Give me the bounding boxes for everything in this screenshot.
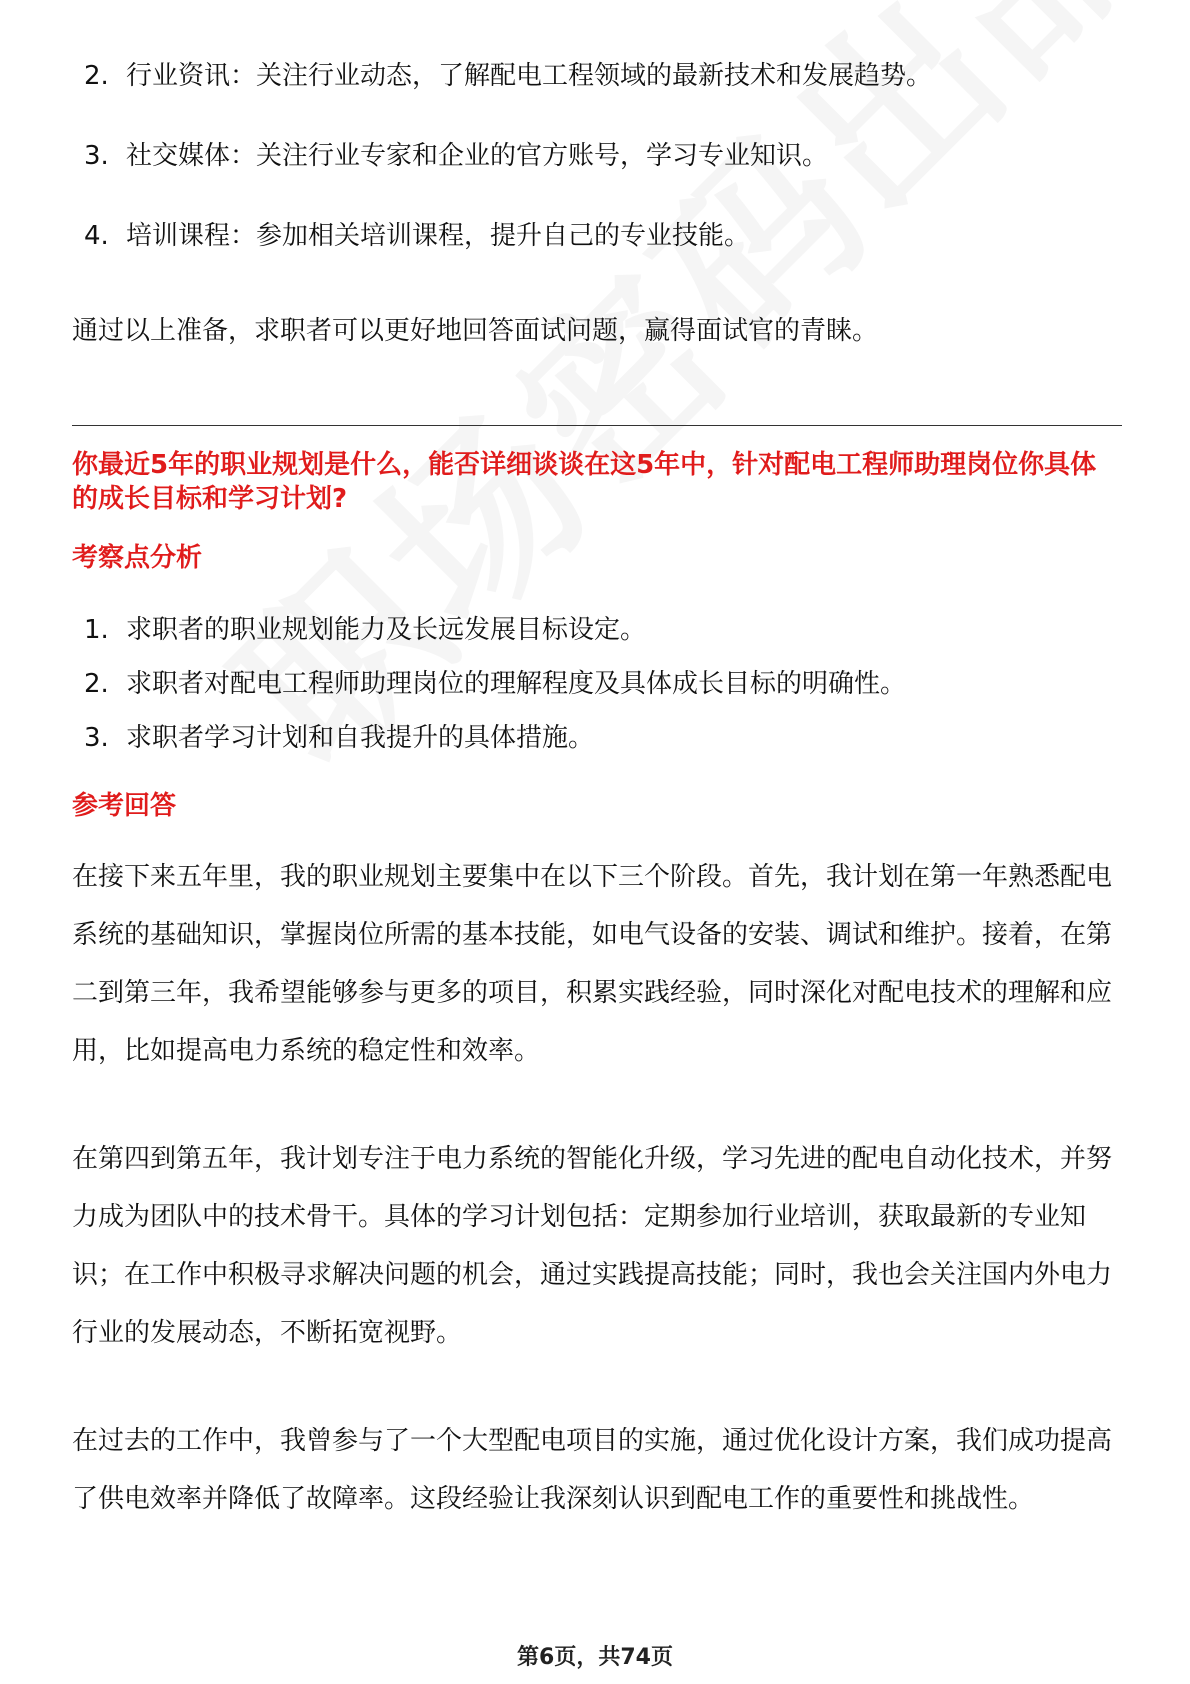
list-text: 求职者对配电工程师助理岗位的理解程度及具体成长目标的明确性。 (126, 669, 907, 699)
list-item (84, 668, 906, 700)
list-number: 3. (84, 141, 109, 171)
analysis-title: 考察点分析 (72, 543, 203, 573)
list-item (84, 60, 932, 92)
list-item (84, 722, 906, 754)
analysis-list (84, 614, 906, 754)
answer-paragraph: 在第四到第五年，我计划专注于电力系统的智能化升级，学习先进的配电自动化技术，并努力成为团队中的技术骨干。具体的学习计划包括：定期参加行业培训，获取最新的专业知识；在工作中积极寻求解决问题的机会，通过实践提高技能；同时，我也会关注国内外电力行业的发展动态，不断拓宽视野。 (72, 1144, 1113, 1348)
page-footer: 第6页，共74页 (517, 1645, 673, 1670)
list-text: 求职者的职业规划能力及长远发展目标设定。 (126, 615, 647, 645)
list-item (84, 220, 932, 252)
list-text: 培训课程：参加相关培训课程，提升自己的专业技能。 (126, 221, 751, 251)
answer-paragraph: 在接下来五年里，我的职业规划主要集中在以下三个阶段。首先，我计划在第一年熟悉配电系统的基础知识，掌握岗位所需的基本技能，如电气设备的安装、调试和维护。接着，在第二到第三年，我希望能够参与更多的项目，积累实践经验，同时深化对配电技术的理解和应用，比如提高电力系统的稳定性和效率。 (72, 862, 1113, 1066)
list-text: 行业资讯：关注行业动态，了解配电工程领域的最新技术和发展趋势。 (126, 61, 933, 91)
list-item (84, 614, 906, 646)
answer-paragraph: 在过去的工作中，我曾参与了一个大型配电项目的实施，通过优化设计方案，我们成功提高了供电效率并降低了故障率。这段经验让我深刻认识到配电工作的重要性和挑战性。 (72, 1426, 1113, 1514)
list-number: 1. (84, 615, 109, 645)
list-item (84, 140, 932, 172)
question-heading: 你最近5年的职业规划是什么，能否详细谈谈在这5年中，针对配电工程师助理岗位你具体的成长目标和学习计划? (72, 450, 1097, 514)
resource-list (84, 60, 932, 252)
list-number: 3. (84, 723, 109, 753)
list-text: 求职者学习计划和自我提升的具体措施。 (126, 723, 595, 753)
answer-title: 参考回答 (72, 791, 177, 821)
section-divider (72, 425, 1122, 426)
list-number: 2. (84, 61, 109, 91)
list-number: 2. (84, 669, 109, 699)
list-text: 社交媒体：关注行业专家和企业的官方账号，学习专业知识。 (126, 141, 829, 171)
list-number: 4. (84, 221, 109, 251)
closing-sentence: 通过以上准备，求职者可以更好地回答面试问题，赢得面试官的青睐。 (72, 316, 879, 346)
